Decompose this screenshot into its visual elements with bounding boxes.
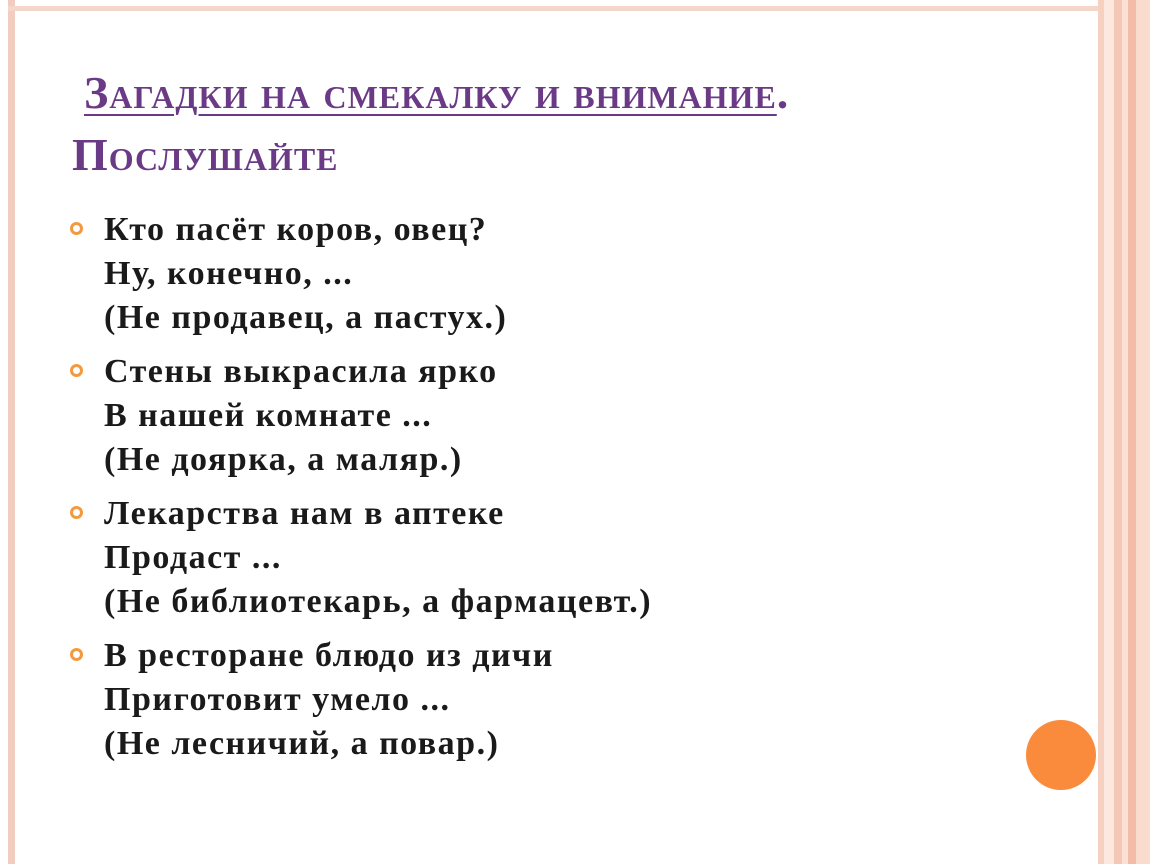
riddle-line: Ну, конечно, ...: [104, 255, 354, 292]
riddle-line: Продаст ...: [104, 539, 282, 576]
frame-top: [8, 6, 1098, 11]
riddle-answer: (Не лесничий, а повар.): [104, 725, 500, 762]
frame-left: [8, 0, 15, 864]
riddle-line: В ресторане блюдо из дичи: [104, 637, 554, 674]
decorative-circle-icon: [1026, 720, 1096, 790]
circle-bullet-icon: [70, 364, 83, 377]
riddle-answer: (Не библиотекарь, а фармацевт.): [104, 583, 653, 620]
title-line-1: [72, 62, 1072, 124]
circle-bullet-icon: [70, 222, 83, 235]
riddle-item: [70, 350, 1050, 482]
riddle-item: [70, 208, 1050, 340]
riddle-line: Стены выкрасила ярко: [104, 353, 498, 390]
riddle-line: В нашей комнате ...: [104, 397, 433, 434]
frame-right-stripe: [1104, 0, 1114, 864]
slide-title: [72, 62, 1072, 186]
frame-right-stripe: [1128, 0, 1136, 864]
riddle-line: Кто пасёт коров, овец?: [104, 211, 488, 248]
frame-right-stripe: [1114, 0, 1122, 864]
circle-bullet-icon: [70, 648, 83, 661]
riddle-item: [70, 492, 1050, 624]
title-line-2: Послушайте: [72, 129, 339, 180]
title-period: .: [776, 67, 790, 118]
riddle-line: Приготовит умело ...: [104, 681, 451, 718]
riddle-list: [70, 208, 1050, 776]
circle-bullet-icon: [70, 506, 83, 519]
title-link[interactable]: Загадки на смекалку и внимание: [84, 67, 777, 118]
frame-right-stripe: [1136, 0, 1150, 864]
riddle-line: Лекарства нам в аптеке: [104, 495, 505, 532]
riddle-answer: (Не продавец, а пастух.): [104, 299, 508, 336]
riddle-item: [70, 634, 1050, 766]
riddle-answer: (Не доярка, а маляр.): [104, 441, 463, 478]
